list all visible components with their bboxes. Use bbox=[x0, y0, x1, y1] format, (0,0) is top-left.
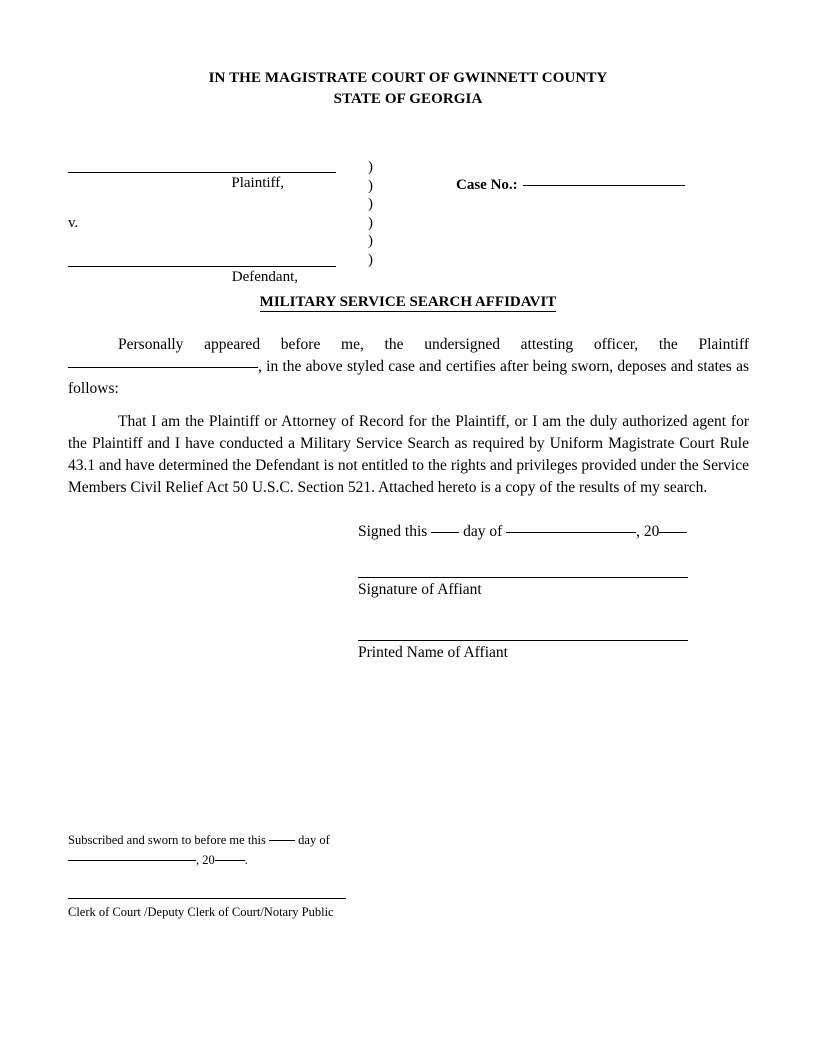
clerk-of-court-label: Clerk of Court /Deputy Clerk of Court/Notary Public bbox=[68, 905, 334, 919]
paragraph-2-body: That I am the Plaintiff or Attorney of Record for the Plaintiff, or I am the duly authorized agent for the Plaintiff and I have conducted a Military Service Search as required by Uniform Magistrate Court Rule 43.1 and have determined the Defendant is not entitled to the rights and privileges provided under the Service Members Civil Relief Act 50 U.S.C. Section 521. Attached hereto is a copy of the results of my search. bbox=[68, 413, 749, 496]
court-header bbox=[0, 68, 816, 110]
signed-year-blank[interactable] bbox=[659, 532, 687, 533]
plaintiff-label: Plaintiff, bbox=[231, 175, 284, 191]
caption-paren-column bbox=[368, 158, 373, 270]
case-number-field bbox=[456, 177, 685, 194]
signature-of-affiant-label: Signature of Affiant bbox=[358, 581, 482, 598]
notary-day-blank[interactable] bbox=[269, 840, 295, 841]
notary-block bbox=[68, 830, 468, 870]
printed-name-rule[interactable] bbox=[358, 640, 688, 641]
court-header-line-1: IN THE MAGISTRATE COURT OF GWINNETT COUNTY bbox=[208, 70, 608, 86]
notary-line-2 bbox=[68, 850, 468, 870]
paren-mark: ) bbox=[368, 177, 373, 194]
affidavit-paragraph-1 bbox=[68, 334, 749, 400]
paragraph-1-line-3: as follows: bbox=[68, 358, 750, 397]
signed-day-of-label: day of bbox=[463, 523, 503, 540]
paren-mark: ) bbox=[368, 214, 373, 231]
court-header-line-2: STATE OF GEORGIA bbox=[333, 91, 483, 107]
document-title bbox=[0, 294, 816, 311]
case-number-label: Case No.: bbox=[456, 177, 518, 193]
signed-month-blank[interactable] bbox=[506, 532, 636, 533]
signature-block bbox=[358, 521, 690, 661]
case-number-blank[interactable] bbox=[523, 185, 685, 186]
printed-name-of-affiant-label: Printed Name of Affiant bbox=[358, 644, 508, 661]
case-caption bbox=[68, 158, 748, 285]
notary-line-2-end: . bbox=[244, 853, 248, 867]
paragraph-1-line-2: , in the above styled case and certifies after being sworn, deposes and states bbox=[258, 358, 732, 375]
paren-mark: ) bbox=[368, 159, 373, 175]
paren-mark: ) bbox=[368, 196, 373, 213]
defendant-label: Defendant, bbox=[231, 269, 298, 285]
notary-day-of-label: day of bbox=[298, 833, 330, 847]
signed-this-label: Signed this bbox=[358, 523, 428, 540]
paragraph-1-line-1: Personally appeared before me, the undersigned attesting officer, the Plaintiff bbox=[118, 336, 749, 353]
affidavit-paragraph-2 bbox=[68, 411, 749, 499]
plaintiff-name-rule bbox=[68, 172, 336, 173]
versus-label: v. bbox=[68, 215, 79, 231]
paragraph-1-text bbox=[68, 334, 749, 400]
paren-mark: ) bbox=[368, 233, 373, 250]
signed-year-prefix: , 20 bbox=[636, 523, 660, 540]
signature-rule[interactable] bbox=[358, 577, 688, 578]
notary-line-1 bbox=[68, 830, 468, 850]
subscribed-sworn-label: Subscribed and sworn to before me this bbox=[68, 833, 266, 847]
paragraph-2-text bbox=[68, 411, 749, 499]
signed-date-line bbox=[358, 521, 690, 543]
notary-month-blank[interactable] bbox=[68, 860, 196, 861]
document-title-text: MILITARY SERVICE SEARCH AFFIDAVIT bbox=[259, 294, 557, 310]
signed-day-blank[interactable] bbox=[431, 532, 459, 533]
defendant-name-rule bbox=[68, 266, 336, 267]
plaintiff-name-blank[interactable] bbox=[68, 367, 258, 368]
notary-year-prefix: , 20 bbox=[196, 853, 215, 867]
notary-year-blank[interactable] bbox=[215, 860, 245, 861]
paren-mark: ) bbox=[368, 251, 373, 268]
clerk-signature-rule[interactable] bbox=[68, 898, 346, 899]
